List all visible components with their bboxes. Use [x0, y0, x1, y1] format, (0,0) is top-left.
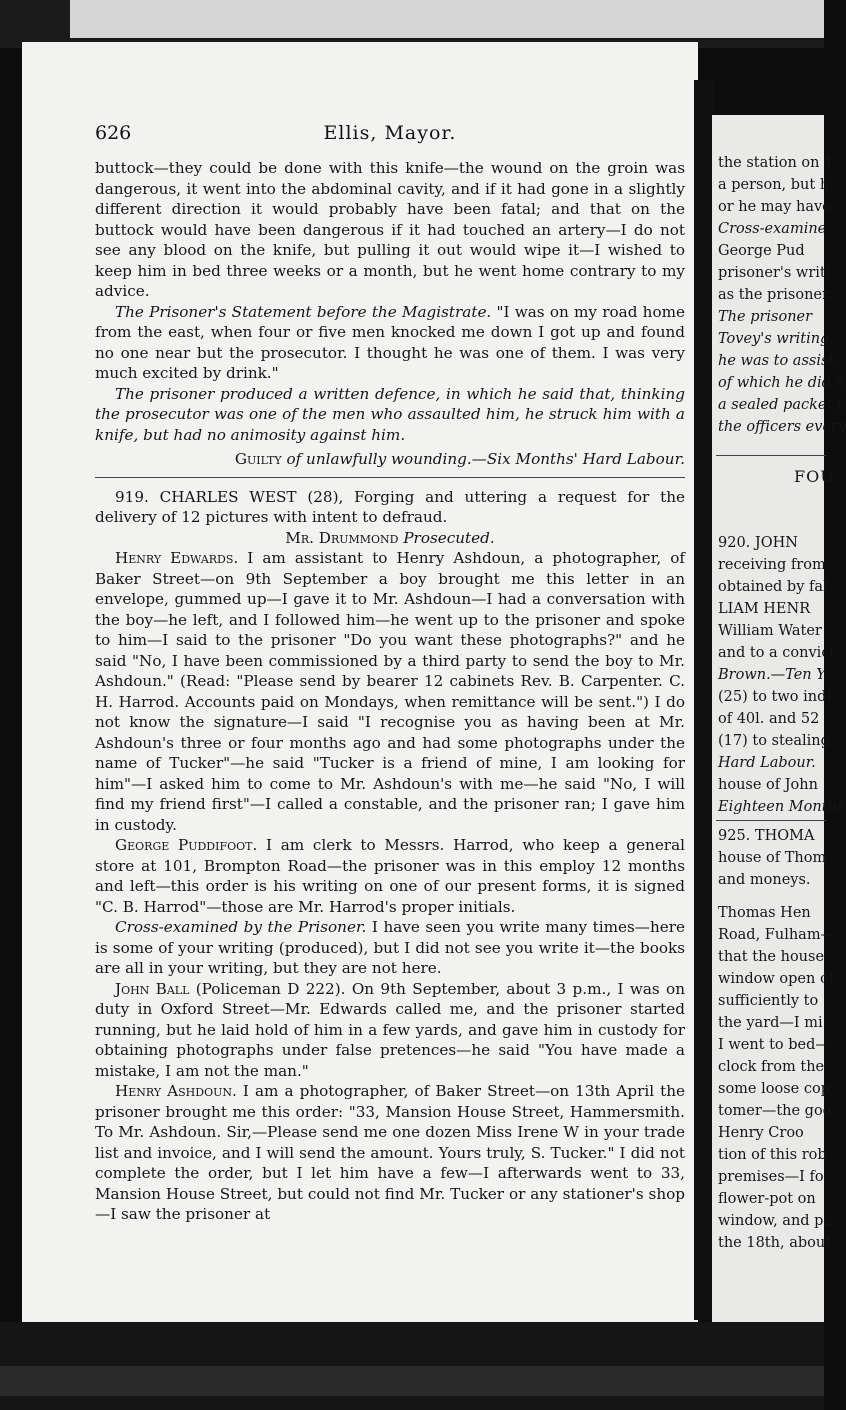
paragraph-text: I am assistant to Henry Ashdoun, a photographer, of Baker Street—on 9th September a boy brought me this letter in an envelope, gummed up—I gave it to Mr. Ashdoun—I had a conversation with the boy—he left, and I followed him—he went up to the prisoner and spoke to him—I said to the prisoner "Do you want these photographs?" and he said "No, I have been commissioned by a third party to send the boy to Mr. Ashdoun." (Read: "Please send by bearer 12 cabinets Rev. B. Carpenter. C. H. Harrod. Accounts paid on Mondays, when remittance will be sent.") I do not know the signature—I said "I recognise you as having been at Mr. Ashdoun's three or four months ago and had some photographs under the name of Tucker"—he said "Tucker is a friend of mine, I am looking for him"—I asked him to come to Mr. Ashdoun's with me—he said "No, I will find my friend first"—I called a constable, and the prisoner ran; I gave him in custody.	[95, 549, 685, 834]
paragraph-text: Prosecuted.	[398, 528, 495, 547]
right-page-line: of 40l. and 52	[718, 711, 820, 727]
right-page-line: a person, but h	[718, 177, 830, 193]
right-page-line: the 18th, about	[718, 1235, 832, 1251]
right-page-line: flower-pot on	[718, 1191, 816, 1207]
right-page-line: that the house	[718, 949, 825, 965]
right-page-line: a sealed packet f	[718, 397, 843, 413]
right-page-line: and to a convict	[718, 645, 836, 661]
right-page-line: premises—I fo	[718, 1169, 824, 1185]
paragraph-lead: Henry Ashdoun.	[115, 1082, 237, 1100]
right-page-line: sufficiently to	[718, 993, 819, 1009]
paragraph-text: "I was on my road home from the east, when four or five men knocked me down I got up and found no one near but the prosecutor. I thought he was one of them. I was very much excited by drink."	[95, 302, 685, 382]
paragraph-lead: John Ball	[115, 979, 190, 998]
paragraph	[95, 835, 685, 917]
right-page-line: 920. JOHN	[718, 535, 798, 551]
running-head: Ellis, Mayor.	[323, 122, 457, 144]
right-page-line: I went to bed—	[718, 1037, 830, 1053]
right-page-line: receiving from	[718, 557, 826, 573]
right-page-line: clock from the	[718, 1059, 825, 1075]
right-page-line: the yard—I mi	[718, 1015, 823, 1031]
book-page-right	[712, 115, 846, 1325]
right-page-line: LIAM HENR	[718, 601, 811, 617]
paragraph-lead: Guilty	[234, 450, 282, 468]
paragraph-text: 919. CHARLES WEST (28), Forging and uttering a request for the delivery of 12 pictures with intent to defraud.	[95, 487, 685, 526]
paragraph-text: of unlawfully wounding.—Six Months' Hard Labour.	[281, 450, 685, 468]
right-page-line: he was to assist,	[718, 353, 839, 369]
right-page-line: Eighteen Months	[718, 799, 845, 815]
right-page-line: William Water	[718, 623, 822, 639]
book-gutter	[694, 80, 714, 1320]
right-page-line: Thomas Hen	[718, 905, 811, 921]
scan-bottom-strip	[0, 1322, 824, 1410]
scanner-bed	[0, 1366, 824, 1396]
right-page-line: and moneys.	[718, 872, 811, 888]
adjacent-page-edge	[70, 0, 824, 38]
right-page-line: (17) to stealing	[718, 733, 830, 749]
paragraph-text: I am a photographer, of Baker Street—on 13th April the prisoner brought me this order: "33, Mansion House Street, Hammersmith. To Mr. Ashdoun. Sir,—Please send me one dozen Miss Irene W in your trade list and invoice, and I will send the amount. Yours truly, S. Tucker." I did not complete the order, but I let him have a few—I afterwards went to 33, Mansion House Street, but could not find Mr. Tucker or any stationer's shop—I saw the prisoner at	[95, 1082, 686, 1223]
paragraph	[95, 302, 685, 384]
paragraph	[95, 487, 685, 528]
right-page-line: Henry Croo	[718, 1125, 804, 1141]
paragraph	[95, 917, 685, 979]
paragraph	[95, 158, 685, 302]
right-page-line: window open of	[718, 971, 835, 987]
right-page-line: Tovey's writing,	[718, 331, 834, 347]
right-page-line: 925. THOMA	[718, 828, 815, 844]
left-column-text	[95, 158, 685, 1225]
paragraph-text: I am clerk to Messrs. Harrod, who keep a general store at 101, Brompton Road—the prisoner was in this employ 12 months and left—this order is his writing on one of our present forms, it is signed "C. B. Harrod"—those are Mr. Harrod's proper initials.	[95, 836, 685, 916]
right-page-line: Brown.—Ten Y	[718, 667, 826, 683]
paragraph	[95, 979, 685, 1082]
right-page-line: prisoner's writi	[718, 265, 831, 281]
right-page-line: some loose cop	[718, 1081, 830, 1097]
right-page-line: or he may have	[718, 199, 831, 215]
paragraph-text: buttock—they could be done with this knife—the wound on the groin was dangerous, it went into the abdominal cavity, and if it had gone in a slightly different direction it would probably have been fatal; and that on the buttock would have been dangerous if it had touched an artery—I do not see any blood on the knife, but pulling it out would wipe it—I wished to keep him in bed three weeks or a month, but he went home contrary to my advice.	[95, 159, 685, 300]
paragraph	[95, 449, 685, 470]
right-page-line: tomer—the goo	[718, 1103, 832, 1119]
right-page-line: Road, Fulham—	[718, 927, 836, 943]
right-page-line: the station on 1	[718, 155, 834, 171]
right-page-heading: FOU	[794, 467, 835, 486]
right-page-line: tion of this rob	[718, 1147, 827, 1163]
right-page-line: The prisoner	[718, 309, 813, 325]
right-page-line: Hard Labour.	[718, 755, 816, 771]
paragraph	[95, 548, 685, 835]
right-page-line: George Pud	[718, 243, 805, 259]
page-number: 626	[95, 122, 132, 144]
right-page-line: as the prisoner.	[718, 287, 832, 303]
page-header	[95, 122, 685, 152]
paragraph-lead: Cross-examined by the Prisoner.	[115, 918, 367, 936]
right-page-line: house of Thom	[718, 850, 827, 866]
paragraph-lead: George Puddifoot.	[115, 836, 258, 854]
section-rule	[95, 477, 685, 478]
right-page-rule	[716, 820, 826, 821]
right-page-line: obtained by fal	[718, 579, 828, 595]
paragraph	[95, 528, 685, 549]
right-page-line: window, and pa	[718, 1213, 833, 1229]
paragraph-text: The prisoner produced a written defence, in which he said that, thinking the prosecutor was one of the men who assaulted him, he struck him with a knife, but had no animosity against him.	[95, 384, 685, 444]
right-page-line: Cross-examine	[718, 221, 827, 237]
paragraph-lead: Mr. Drummond	[285, 528, 399, 547]
paragraph-lead: Henry Edwards.	[115, 549, 239, 567]
right-page-line: of which he did n	[718, 375, 845, 391]
paragraph-text: I have seen you write many times—here is some of your writing (produced), but I did not see you write it—the books are all in your writing, but they are not here.	[95, 918, 685, 977]
paragraph	[95, 1081, 685, 1225]
paragraph-lead: The Prisoner's Statement before the Magistrate.	[115, 302, 492, 321]
right-page-line: house of John	[718, 777, 818, 793]
right-page-rule	[716, 455, 826, 456]
scan-top-strip	[0, 0, 824, 48]
right-page-line: the officers every	[718, 419, 846, 435]
paragraph-text: (Policeman D 222). On 9th September, about 3 p.m., I was on duty in Oxford Street—Mr. Edwards called me, and the prisoner started running, but he laid hold of him in a few yards, and gave him in custody for obtaining photographs under false pretences—he said "You have made a mistake, I am not the man."	[95, 979, 685, 1080]
right-page-line: (25) to two indi	[718, 689, 832, 705]
paragraph	[95, 384, 685, 446]
